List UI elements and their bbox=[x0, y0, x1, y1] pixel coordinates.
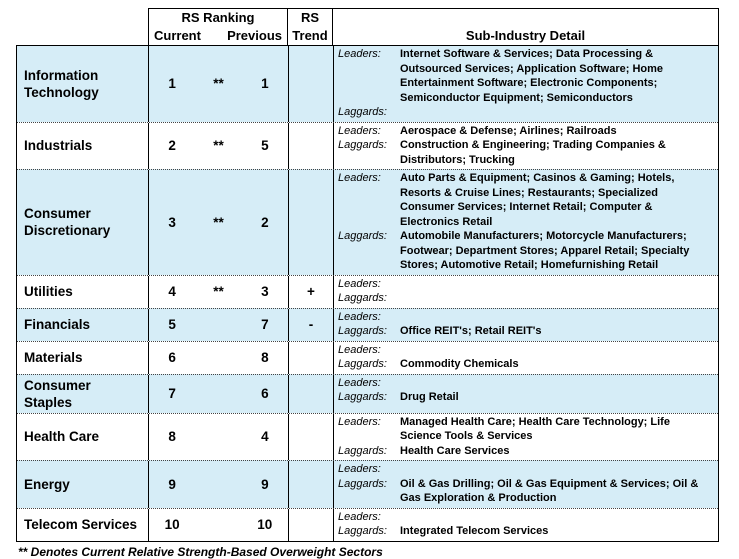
laggards-list: Automobile Manufacturers; Motorcycle Manufacturers; Footwear; Department Stores; Apparel Retail; Specialty Stores; Automotive Retail; Homefurnishing Retail bbox=[400, 230, 690, 271]
rank-cell bbox=[149, 509, 289, 541]
laggards-line bbox=[334, 390, 718, 405]
table-row-consumer-staples bbox=[17, 374, 718, 413]
laggards-list: Health Care Services bbox=[400, 444, 510, 457]
laggards-label: Laggards: bbox=[338, 230, 387, 242]
table-row-energy bbox=[17, 460, 718, 508]
laggards-line bbox=[334, 105, 718, 120]
leaders-label: Leaders: bbox=[338, 124, 381, 137]
previous-rank: 6 bbox=[261, 386, 269, 401]
previous-rank: 3 bbox=[261, 284, 269, 299]
table-row-utilities bbox=[17, 275, 718, 308]
leaders-line bbox=[334, 415, 718, 444]
laggards-label: Laggards: bbox=[338, 391, 387, 403]
rank-cell bbox=[149, 46, 289, 122]
rank-cell bbox=[149, 375, 289, 413]
overweight-stars: ** bbox=[213, 76, 224, 92]
previous-rank: 7 bbox=[261, 317, 269, 332]
laggards-line bbox=[334, 357, 718, 372]
leaders-line bbox=[334, 462, 718, 477]
laggards-label: Laggards: bbox=[338, 139, 387, 151]
rs-trend-value: - bbox=[289, 309, 334, 341]
sector-name: Information Technology bbox=[17, 46, 149, 122]
sub-industry-detail bbox=[334, 123, 718, 170]
sub-industry-detail bbox=[334, 170, 718, 275]
leaders-list: Managed Health Care; Health Care Technology; Life Science Tools & Services bbox=[400, 415, 670, 442]
laggards-label: Laggards: bbox=[338, 106, 387, 118]
leaders-line bbox=[334, 510, 718, 525]
rs-trend-header-line1: RS bbox=[300, 10, 320, 25]
sub-industry-header-label: Sub-Industry Detail bbox=[465, 28, 586, 43]
laggards-line bbox=[334, 229, 718, 273]
rank-cell bbox=[149, 342, 289, 374]
rank-cell bbox=[149, 170, 289, 275]
laggards-label: Laggards: bbox=[338, 358, 387, 370]
current-rank: 2 bbox=[168, 138, 176, 154]
leaders-label: Leaders: bbox=[338, 376, 381, 389]
leaders-label: Leaders: bbox=[338, 277, 381, 290]
leaders-label: Leaders: bbox=[338, 172, 381, 184]
laggards-line bbox=[334, 291, 718, 306]
rs-trend-value bbox=[289, 461, 334, 508]
current-rank: 7 bbox=[168, 386, 176, 401]
overweight-stars: ** bbox=[213, 284, 224, 299]
leaders-label: Leaders: bbox=[338, 415, 381, 428]
leaders-label: Leaders: bbox=[338, 310, 381, 323]
laggards-line bbox=[334, 524, 718, 539]
previous-rank: 2 bbox=[261, 214, 269, 230]
current-rank: 6 bbox=[168, 350, 176, 365]
leaders-line bbox=[334, 343, 718, 358]
sub-industry-detail bbox=[334, 342, 718, 374]
laggards-line bbox=[334, 324, 718, 339]
rank-cell bbox=[149, 461, 289, 508]
table-header bbox=[16, 8, 719, 45]
laggards-label: Laggards: bbox=[338, 292, 387, 304]
sub-industry-header bbox=[333, 8, 719, 45]
current-rank: 4 bbox=[168, 284, 176, 299]
previous-rank: 8 bbox=[261, 350, 269, 365]
overweight-footnote: ** Denotes Current Relative Strength-Based Overweight Sectors bbox=[18, 544, 383, 559]
table-row-consumer-discretionary bbox=[17, 169, 718, 275]
rs-trend-value bbox=[289, 375, 334, 413]
leaders-line bbox=[334, 124, 718, 139]
rs-trend-value bbox=[289, 170, 334, 275]
laggards-label: Laggards: bbox=[338, 444, 387, 457]
sub-industry-detail bbox=[334, 309, 718, 341]
leaders-line bbox=[334, 277, 718, 292]
leaders-label: Leaders: bbox=[338, 48, 381, 60]
previous-rank: 4 bbox=[261, 429, 269, 445]
sub-industry-detail bbox=[334, 375, 718, 413]
sector-name: Industrials bbox=[17, 123, 149, 170]
sector-name: Consumer Discretionary bbox=[17, 170, 149, 275]
laggards-label: Laggards: bbox=[338, 325, 387, 337]
laggards-list: Office REIT's; Retail REIT's bbox=[400, 325, 542, 337]
table-row-industrials bbox=[17, 122, 718, 170]
previous-rank: 1 bbox=[261, 76, 269, 92]
table-row-health-care bbox=[17, 413, 718, 461]
laggards-line bbox=[334, 477, 718, 506]
leaders-line bbox=[334, 310, 718, 325]
sub-industry-detail bbox=[334, 461, 718, 508]
current-rank: 9 bbox=[168, 476, 176, 492]
previous-column-header: Previous bbox=[227, 28, 282, 43]
rs-trend-value bbox=[289, 46, 334, 122]
sub-industry-detail bbox=[334, 414, 718, 461]
sub-industry-detail bbox=[334, 46, 718, 122]
table-row-materials bbox=[17, 341, 718, 374]
leaders-list: Internet Software & Services; Data Processing & Outsourced Services; Application Software; Home Entertainment Software; Electronic Components; Semiconductor Equipment; Semiconductors bbox=[400, 48, 664, 104]
leaders-line bbox=[334, 171, 718, 229]
previous-rank: 5 bbox=[261, 138, 269, 154]
overweight-stars: ** bbox=[213, 138, 224, 154]
current-rank: 1 bbox=[168, 76, 176, 92]
rs-trend-value bbox=[289, 342, 334, 374]
sector-table-body bbox=[16, 45, 719, 542]
rs-ranking-header bbox=[148, 8, 288, 45]
laggards-list: Commodity Chemicals bbox=[400, 358, 519, 370]
leaders-list: Aerospace & Defense; Airlines; Railroads bbox=[400, 124, 617, 137]
laggards-list: Drug Retail bbox=[400, 391, 459, 403]
laggards-label: Laggards: bbox=[338, 525, 387, 537]
rs-trend-header bbox=[288, 8, 333, 45]
current-rank: 10 bbox=[164, 517, 180, 532]
table-row-information-technology bbox=[17, 46, 718, 122]
sector-name: Health Care bbox=[17, 414, 149, 461]
previous-rank: 9 bbox=[261, 476, 269, 492]
rank-cell bbox=[149, 276, 289, 308]
header-spacer bbox=[16, 8, 148, 45]
leaders-label: Leaders: bbox=[338, 463, 381, 475]
rs-trend-value bbox=[289, 414, 334, 461]
rs-ranking-title: RS Ranking bbox=[181, 10, 255, 25]
leaders-label: Leaders: bbox=[338, 510, 381, 523]
sector-name: Materials bbox=[17, 342, 149, 374]
laggards-list: Oil & Gas Drilling; Oil & Gas Equipment & Services; Oil & Gas Exploration & Production bbox=[400, 477, 699, 504]
leaders-label: Leaders: bbox=[338, 343, 381, 356]
table-row-telecom-services bbox=[17, 508, 718, 541]
laggards-list: Construction & Engineering; Trading Companies & Distributors; Trucking bbox=[400, 139, 666, 166]
rank-cell bbox=[149, 414, 289, 461]
rank-cell bbox=[149, 309, 289, 341]
leaders-line bbox=[334, 47, 718, 105]
rs-trend-value bbox=[289, 123, 334, 170]
rs-trend-header-line2: Trend bbox=[292, 28, 328, 43]
sub-industry-detail bbox=[334, 509, 718, 541]
rs-trend-value bbox=[289, 509, 334, 541]
sub-industry-detail bbox=[334, 276, 718, 308]
overweight-stars: ** bbox=[213, 214, 224, 230]
laggards-label: Laggards: bbox=[338, 477, 387, 490]
laggards-list: Integrated Telecom Services bbox=[400, 525, 549, 537]
laggards-line bbox=[334, 138, 718, 167]
rs-trend-value: + bbox=[289, 276, 334, 308]
sector-name: Consumer Staples bbox=[17, 375, 149, 413]
sector-name: Telecom Services bbox=[17, 509, 149, 541]
rs-ranking-subheader bbox=[149, 27, 287, 45]
rank-cell bbox=[149, 123, 289, 170]
current-column-header: Current bbox=[154, 28, 201, 43]
previous-rank: 10 bbox=[257, 517, 273, 532]
laggards-line bbox=[334, 444, 718, 459]
leaders-line bbox=[334, 376, 718, 391]
current-rank: 5 bbox=[168, 317, 176, 332]
sector-name: Energy bbox=[17, 461, 149, 508]
current-rank: 8 bbox=[168, 429, 176, 445]
current-rank: 3 bbox=[168, 214, 176, 230]
sector-name: Financials bbox=[17, 309, 149, 341]
leaders-list: Auto Parts & Equipment; Casinos & Gaming; Hotels, Resorts & Cruise Lines; Restaurants; Specialized Consumer Services; Internet Retail; Computer & Electronics Retail bbox=[400, 172, 675, 228]
sector-name: Utilities bbox=[17, 276, 149, 308]
table-row-financials bbox=[17, 308, 718, 341]
